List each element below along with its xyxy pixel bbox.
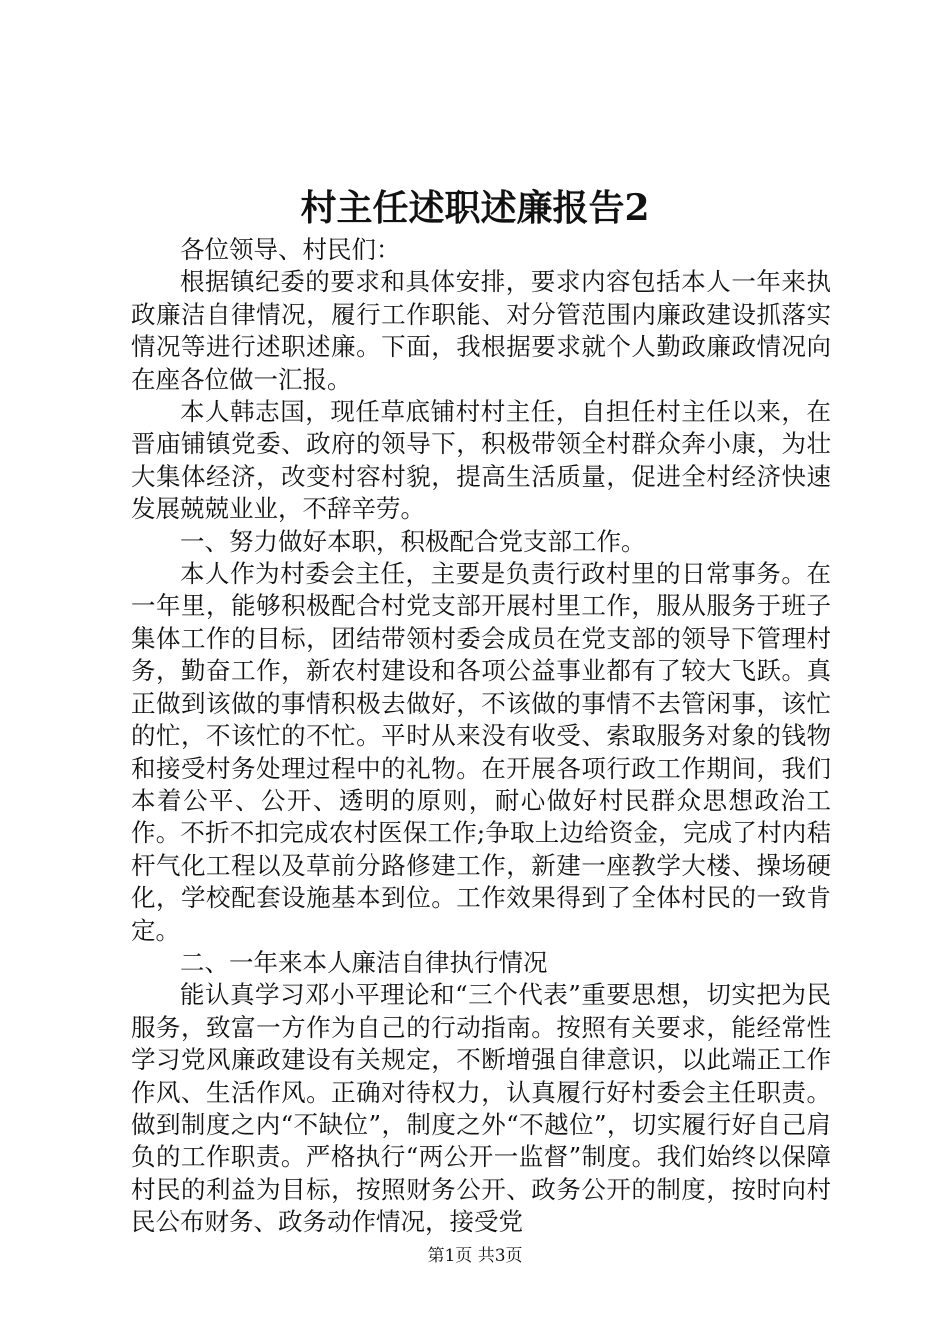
section-heading-2: 二、一年来本人廉洁自律执行情况 (180, 947, 548, 977)
paragraph-section-1-body: 本人作为村委会主任，主要是负责行政村里的日常事务。在一年里，能够积极配合村党支部开展村里工作，服从服务于班子集体工作的目标，团结带领村委会成员在党支部的领导下管理村务，勤奋工作，新农村建设和各项公益事业都有了较大飞跃。真正做到该做的事情积极去做好，不该做的事情不去管闲事，该忙的忙，不该忙的不忙。平时从来没有收受、索取服务对象的钱物和接受村务处理过程中的礼物。在开展各项行政工作期间，我们本着公平、公开、透明的原则，耐心做好村民群众思想政治工作。不折不扣完成农村医保工作;争取上边给资金，完成了村内秸杆气化工程以及草前分路修建工作，新建一座教学大楼、操场硬化，学校配套设施基本到位。工作效果得到了全体村民的一致肯定。 (131, 559, 831, 945)
paragraph-intro: 根据镇纪委的要求和具体安排，要求内容包括本人一年来执政廉洁自律情况，履行工作职能、对分管范围内廉政建设抓落实情况等进行述职述廉。下面，我根据要求就个人勤政廉政情况向在座各位做一汇报。 (131, 267, 831, 394)
paragraph-greeting: 各位领导、村民们： (180, 235, 401, 264)
paragraph-self-introduction: 本人韩志国，现任草底铺村村主任，自担任村主任以来，在晋庙铺镇党委、政府的领导下，积极带领全村群众奔小康，为壮大集体经济，改变村容村貌，提高生活质量，促进全村经济快速发展兢兢业业，不辞辛劳。 (131, 397, 831, 524)
paragraph-section-2-body: 能认真学习邓小平理论和“三个代表”重要思想，切实把为民服务，致富一方作为自己的行动指南。按照有关要求，能经常性学习党风廉政建设有关规定，不断增强自律意识，以此端正工作作风、生活作风。正确对待权力，认真履行好村委会主任职责。做到制度之内“不缺位”，制度之外“不越位”，切实履行好自己肩负的工作职责。严格执行“两公开一监督”制度。我们始终以保障村民的利益为目标，按照财务公开、政务公开的制度，按时向村民公布财务、政务动作情况，接受党 (131, 980, 831, 1237)
section-heading-1: 一、努力做好本职，积极配合党支部工作。 (180, 526, 646, 556)
page-indicator: 第1页 共3页 (427, 1246, 523, 1266)
document-body (131, 234, 831, 1239)
document-title: 村主任述职述廉报告2 (300, 187, 650, 229)
